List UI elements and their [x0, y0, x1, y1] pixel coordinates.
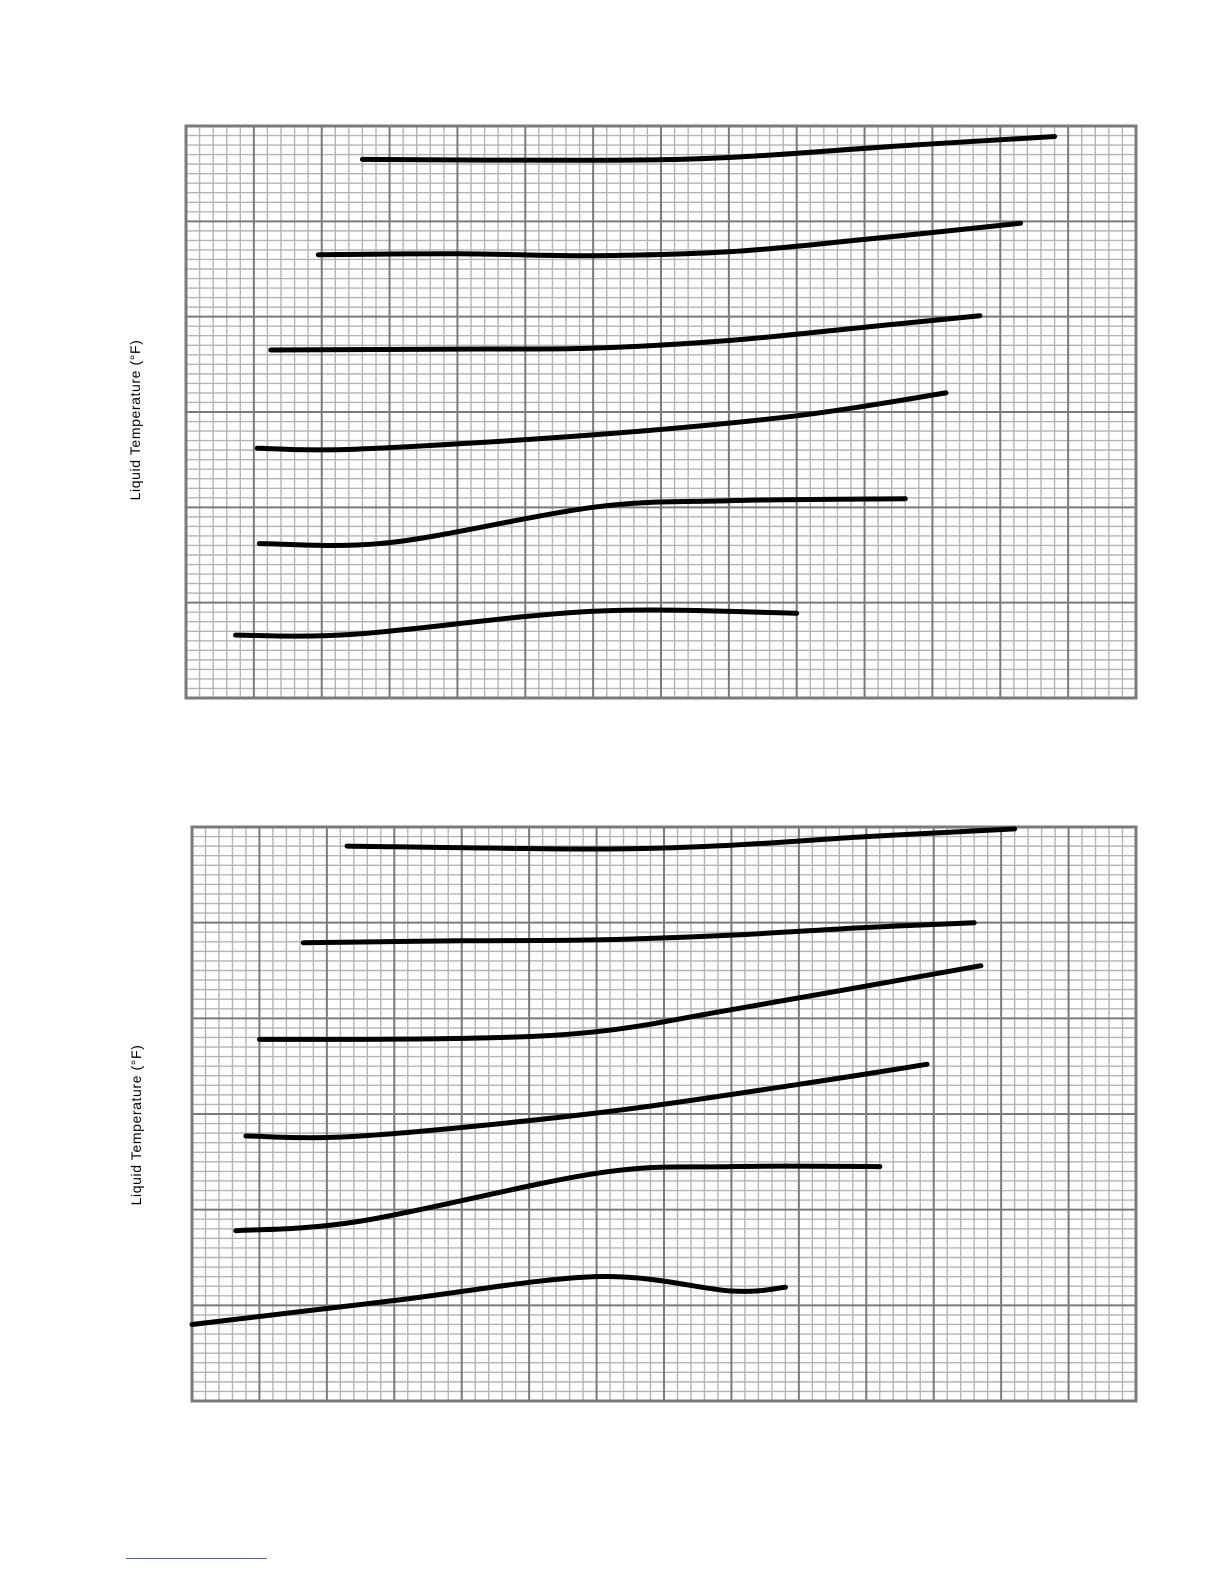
chart-1: [127, 126, 1136, 698]
chart-1-series-6-line: [236, 610, 797, 636]
chart-1-series-1-line: [362, 137, 1054, 161]
chart-1-y-axis-label: Liquid Temperature (°F): [127, 339, 143, 501]
chart-2-series-5-line: [236, 1166, 880, 1231]
footnote-rule: [126, 1558, 267, 1559]
chart-2-y-axis-label: Liquid Temperature (°F): [128, 1044, 144, 1206]
chart-1-series-5-line: [259, 499, 905, 546]
chart-2: [128, 827, 1136, 1401]
chart-1-series-2-line: [318, 223, 1020, 256]
